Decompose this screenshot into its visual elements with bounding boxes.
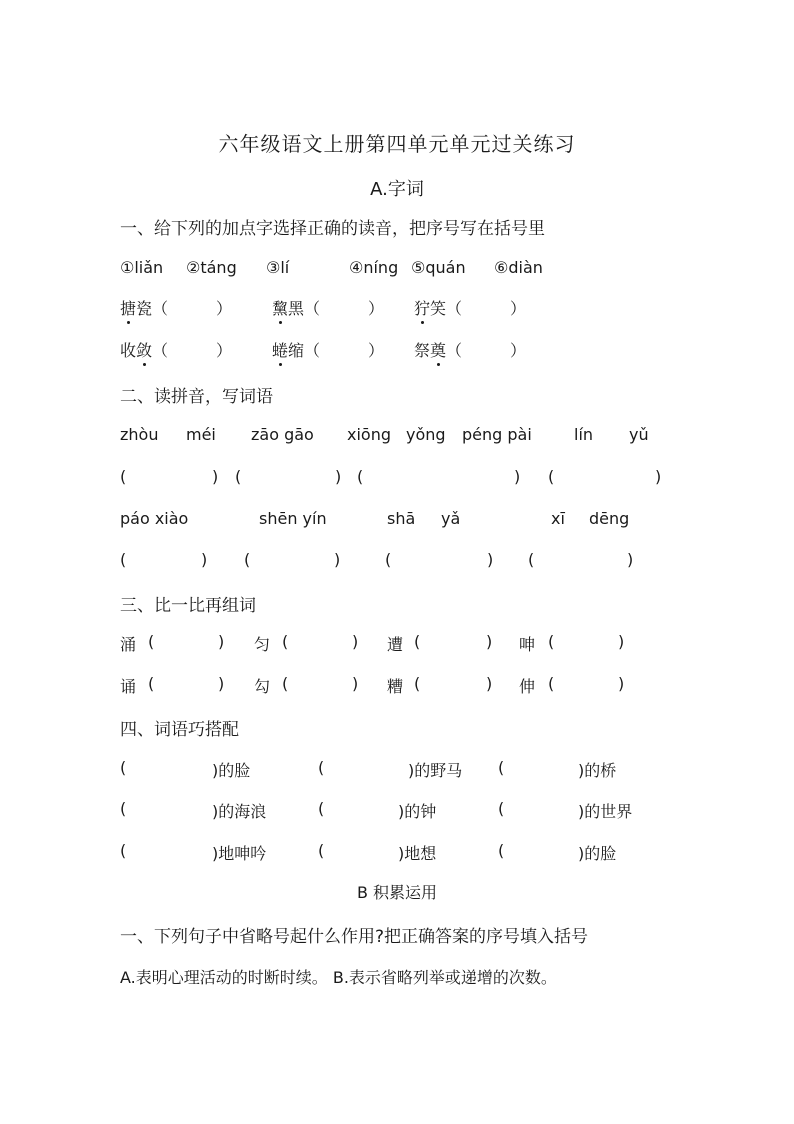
dotted-char: 奠 [430, 341, 447, 360]
close-paren: ) [627, 550, 634, 569]
open-paren: ( [244, 550, 251, 569]
pinyin: dēng [589, 509, 630, 528]
char: 涌 [120, 635, 137, 654]
pinyin: zhòu [120, 425, 159, 444]
close-paren: ) [486, 674, 493, 693]
match-phrase: )的脸 [578, 844, 617, 863]
pinyin: xī [551, 509, 565, 528]
open-paren[interactable]: ( [548, 632, 555, 651]
match-phrase: )的钟 [398, 802, 437, 821]
close-paren: ) [487, 550, 494, 569]
pinyin: lín [574, 425, 594, 444]
q3-prompt: 三、比一比再组词 [120, 596, 256, 616]
open-paren[interactable]: ( [318, 799, 325, 818]
open-paren[interactable]: ( [498, 758, 505, 777]
answer-blank[interactable]: （ ） [152, 299, 233, 318]
dotted-char: 蜷 [272, 341, 289, 360]
open-paren[interactable]: ( [282, 632, 289, 651]
char: 呻 [519, 635, 536, 654]
char: 遭 [387, 635, 404, 654]
pinyin: zāo gāo [251, 425, 314, 444]
close-paren: ) [218, 674, 225, 693]
page-title: 六年级语文上册第四单元单元过关练习 [218, 132, 576, 156]
open-paren: ( [528, 550, 535, 569]
q1-options [120, 258, 720, 282]
match-phrase: )地呻吟 [212, 844, 267, 863]
open-paren: ( [548, 467, 555, 486]
close-paren: ) [212, 467, 219, 486]
option-3: ③lí [266, 258, 290, 277]
pinyin: yǎ [441, 509, 461, 528]
dotted-char: 敛 [136, 341, 153, 360]
match-phrase: )的海浪 [212, 802, 267, 821]
open-paren[interactable]: ( [498, 841, 505, 860]
open-paren[interactable]: ( [120, 799, 127, 818]
pinyin: yǔ [629, 425, 649, 444]
answer-row-2[interactable] [120, 550, 720, 574]
open-paren[interactable]: ( [414, 632, 421, 651]
close-paren: ) [218, 632, 225, 651]
open-paren[interactable]: ( [498, 799, 505, 818]
word-rest: 黑 [288, 299, 305, 318]
pinyin-row-2 [120, 509, 720, 533]
pinyin: yǒng [406, 425, 446, 444]
char: 糟 [387, 677, 404, 696]
answer-blank[interactable]: （ ） [446, 341, 527, 360]
answer-row-1[interactable] [120, 467, 720, 491]
close-paren: ) [618, 632, 625, 651]
word-rest: 瓷 [136, 299, 153, 318]
answer-blank[interactable]: （ ） [304, 341, 385, 360]
char: 勾 [254, 677, 271, 696]
close-paren: ) [352, 674, 359, 693]
b-q1-options: A.表明心理活动的时断时续。 B.表示省略列举或递增的次数。 [120, 968, 557, 987]
close-paren: ) [486, 632, 493, 651]
char: 诵 [120, 677, 137, 696]
pinyin: méi [186, 425, 216, 444]
word-rest: 祭 [414, 341, 431, 360]
open-paren: ( [235, 467, 242, 486]
part-a-heading: A.字词 [370, 179, 424, 200]
pinyin: shēn yín [259, 509, 327, 528]
open-paren[interactable]: ( [318, 841, 325, 860]
word-rest: 缩 [288, 341, 305, 360]
open-paren[interactable]: ( [282, 674, 289, 693]
option-6: ⑥diàn [494, 258, 543, 277]
close-paren: ) [618, 674, 625, 693]
word-rest: 收 [120, 341, 137, 360]
option-4: ④níng [349, 258, 399, 277]
open-paren[interactable]: ( [414, 674, 421, 693]
close-paren: ) [201, 550, 208, 569]
pinyin: xiōng [347, 425, 391, 444]
option-2: ②táng [186, 258, 237, 277]
b-q1-prompt: 一、下列句子中省略号起什么作用?把正确答案的序号填入括号 [120, 927, 589, 947]
match-row-2 [120, 799, 720, 823]
close-paren: ) [514, 467, 521, 486]
open-paren[interactable]: ( [548, 674, 555, 693]
match-row-1 [120, 758, 720, 782]
close-paren: ) [352, 632, 359, 651]
word-item [272, 338, 384, 361]
match-phrase: )地想 [398, 844, 437, 863]
dotted-char: 搪 [120, 299, 137, 318]
match-row-3 [120, 841, 720, 865]
open-paren[interactable]: ( [120, 758, 127, 777]
match-phrase: )的野马 [408, 761, 463, 780]
answer-blank[interactable]: （ ） [304, 299, 385, 318]
open-paren[interactable]: ( [148, 632, 155, 651]
q4-prompt: 四、词语巧搭配 [120, 720, 239, 740]
q1-row-1 [120, 296, 720, 320]
word-rest: 笑 [430, 299, 447, 318]
open-paren[interactable]: ( [120, 841, 127, 860]
compare-row-2 [120, 674, 720, 698]
match-phrase: )的世界 [578, 802, 633, 821]
close-paren: ) [335, 467, 342, 486]
q2-prompt: 二、读拼音，写词语 [120, 387, 273, 407]
open-paren: ( [120, 550, 127, 569]
answer-blank[interactable]: （ ） [152, 341, 233, 360]
option-5: ⑤quán [411, 258, 466, 277]
option-1: ①liǎn [120, 258, 164, 277]
open-paren: ( [357, 467, 364, 486]
word-item [414, 296, 526, 319]
pinyin: shā [387, 509, 416, 528]
char: 伸 [519, 677, 536, 696]
dotted-char: 狞 [414, 299, 431, 318]
pinyin-row-1 [120, 425, 720, 449]
open-paren: ( [120, 467, 127, 486]
q1-row-2 [120, 338, 720, 362]
char: 匀 [254, 635, 271, 654]
open-paren: ( [385, 550, 392, 569]
word-item [414, 338, 526, 361]
close-paren: ) [334, 550, 341, 569]
open-paren[interactable]: ( [318, 758, 325, 777]
close-paren: ) [655, 467, 662, 486]
pinyin: páo xiào [120, 509, 189, 528]
match-phrase: )的桥 [578, 761, 617, 780]
pinyin: péng pài [462, 425, 532, 444]
answer-blank[interactable]: （ ） [446, 299, 527, 318]
word-item [272, 296, 384, 319]
open-paren[interactable]: ( [148, 674, 155, 693]
match-phrase: )的脸 [212, 761, 251, 780]
compare-row-1 [120, 632, 720, 656]
part-b-heading: B 积累运用 [356, 883, 438, 902]
word-item [120, 338, 232, 361]
q1-prompt: 一、给下列的加点字选择正确的读音，把序号写在括号里 [120, 219, 545, 239]
dotted-char: 黧 [272, 299, 289, 318]
word-item [120, 296, 232, 319]
